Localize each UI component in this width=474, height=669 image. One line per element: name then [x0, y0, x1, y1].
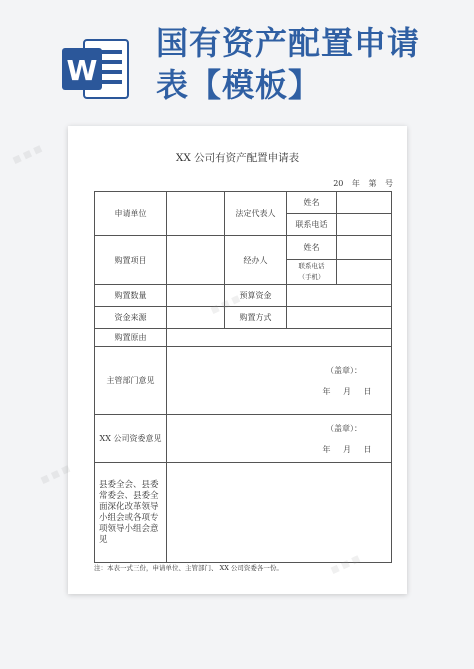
- label-committee-opinion: 县委全会、县委常委会、县委全面深化改革领导小组会或各项专项领导小组会意见: [95, 463, 167, 563]
- value-fund-source[interactable]: [167, 307, 225, 329]
- title-line-2: 表【模板】: [156, 66, 322, 104]
- label-contact-phone-1: 联系电话: [287, 214, 337, 236]
- value-purchase-reason[interactable]: [167, 329, 392, 347]
- page-title: [156, 22, 456, 106]
- value-name-1[interactable]: [337, 192, 392, 214]
- title-line-1: 国有资产配置申请: [156, 24, 421, 62]
- seal-label-2: （盖章）：: [326, 423, 362, 433]
- date-number-line: 20 年 第 号: [333, 179, 393, 188]
- label-purchase-item: 购置项目: [95, 236, 167, 285]
- label-purchase-qty: 购置数量: [95, 285, 167, 307]
- date-label-2: 年 月 日: [322, 444, 372, 454]
- label-company-opinion: XX 公司资委意见: [95, 415, 167, 463]
- value-contact-phone-2[interactable]: [337, 260, 392, 285]
- label-purchase-reason: 购置原由: [95, 329, 167, 347]
- value-applicant-unit[interactable]: [167, 192, 225, 236]
- watermark: ■ ■ ■: [11, 143, 44, 167]
- word-icon-letter: W: [66, 54, 98, 87]
- label-name-1: 姓名: [287, 192, 337, 214]
- value-contact-phone-1[interactable]: [337, 214, 392, 236]
- value-budget-funds[interactable]: [287, 285, 392, 307]
- footnote: 注：本表一式三份，申请单位、主管部门、 XX 公司资委各一份。: [94, 564, 283, 572]
- label-dept-opinion: 主管部门意见: [95, 347, 167, 415]
- seal-label-1: （盖章）：: [326, 365, 362, 375]
- form-title: XX 公司有资产配置申请表: [175, 152, 300, 164]
- date-label-1: 年 月 日: [322, 386, 372, 396]
- contact-phone-2-line1: 联系电话: [298, 262, 325, 270]
- header-banner: [0, 0, 474, 120]
- value-purchase-item[interactable]: [167, 236, 225, 285]
- label-contact-phone-2: [287, 260, 337, 285]
- watermark: ■ ■ ■: [39, 463, 72, 487]
- label-name-2: 姓名: [287, 236, 337, 260]
- value-committee-opinion[interactable]: [167, 463, 392, 563]
- label-budget-funds: 预算资金: [225, 285, 287, 307]
- value-name-2[interactable]: [337, 236, 392, 260]
- label-legal-rep: 法定代表人: [225, 192, 287, 236]
- label-handler: 经办人: [225, 236, 287, 285]
- value-purchase-qty[interactable]: [167, 285, 225, 307]
- label-applicant-unit: 申请单位: [95, 192, 167, 236]
- dept-opinion-signature[interactable]: [167, 347, 392, 415]
- value-purchase-method[interactable]: [287, 307, 392, 329]
- document-page: [68, 126, 407, 594]
- contact-phone-2-line2: （手机）: [298, 273, 325, 281]
- application-form-table: [94, 191, 392, 563]
- label-fund-source: 资金来源: [95, 307, 167, 329]
- company-opinion-signature[interactable]: [167, 415, 392, 463]
- label-purchase-method: 购置方式: [225, 307, 287, 329]
- word-document-icon: [62, 38, 130, 100]
